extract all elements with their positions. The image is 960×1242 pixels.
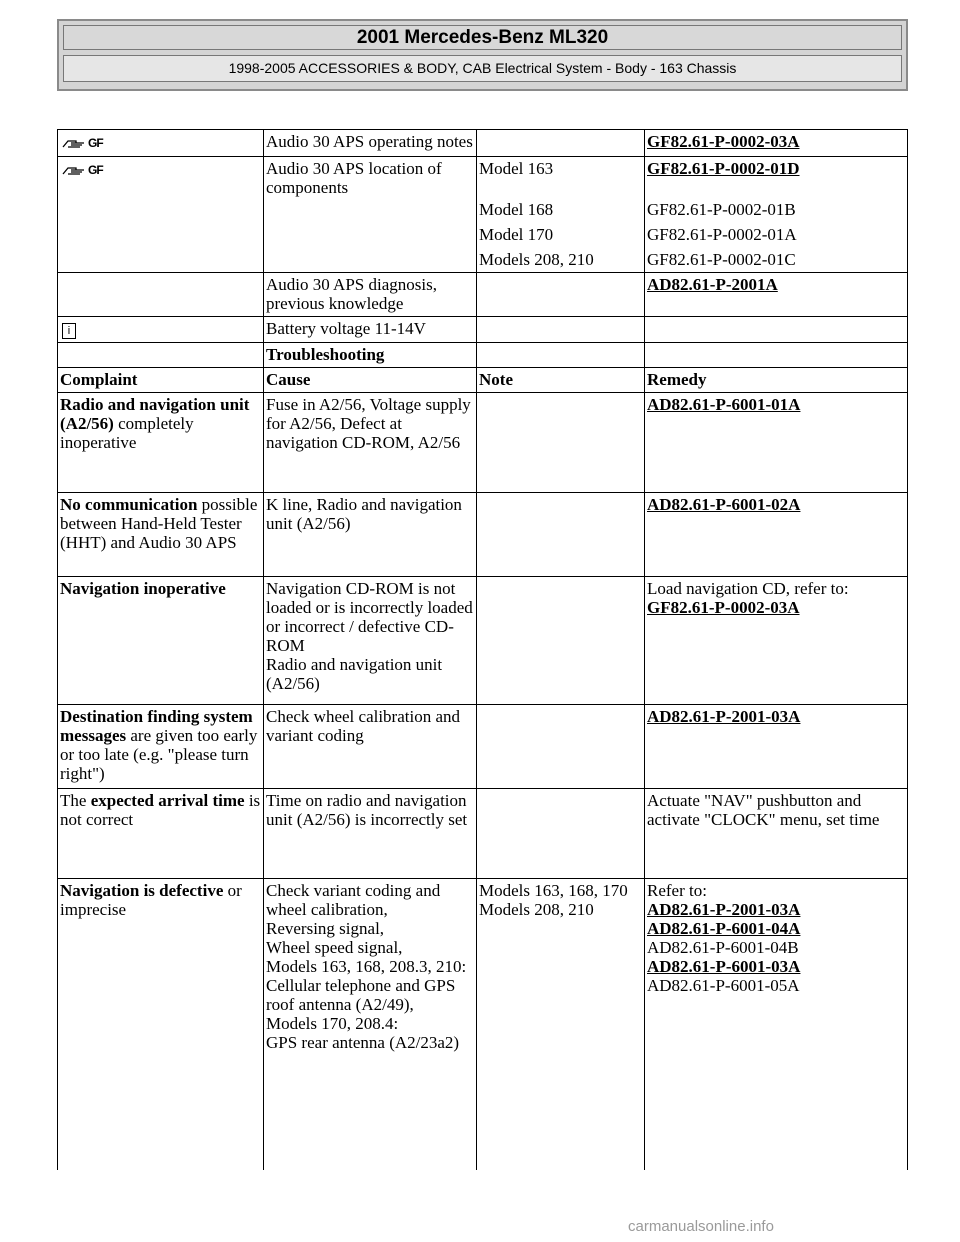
link-operating-notes[interactable]: GF82.61-P-0002-03A <box>647 132 800 151</box>
table-row: i Battery voltage 11-14V <box>58 317 908 343</box>
table-header-row <box>58 368 908 393</box>
table-row: Navigation inoperative Navigation CD-ROM is not loaded or is incorrectly loaded or incorrect / defective CD-ROM Radio and navigation unit (A2/56) Load navigation CD, refer to: GF82.61-P-0002-03A <box>58 577 908 705</box>
table-row: The expected arrival time is not correct Time on radio and navigation unit (A2/56) is incorrectly set Actuate "NAV" pushbutton and activate "CLOCK" menu, set time <box>58 789 908 879</box>
column-header-complaint: Complaint <box>58 368 264 393</box>
hand-pointer-gf-icon: GF <box>62 161 103 180</box>
link-remedy-wheel-calibration[interactable]: AD82.61-P-2001-03A <box>647 900 801 919</box>
link-remedy-load-cd[interactable]: GF82.61-P-0002-03A <box>647 598 800 617</box>
table-row: Audio 30 APS diagnosis, previous knowledge AD82.61-P-2001A <box>58 273 908 317</box>
link-diagnosis[interactable]: AD82.61-P-2001A <box>647 275 778 294</box>
column-header-note: Note <box>477 368 645 393</box>
hand-pointer-gf-icon: GF <box>62 134 103 153</box>
watermark-footer: carmanualsonline.info <box>628 1218 774 1235</box>
link-location-model-163[interactable]: GF82.61-P-0002-01D <box>647 159 800 178</box>
troubleshooting-table <box>57 129 908 1170</box>
document-header <box>57 19 908 91</box>
table-row <box>58 343 908 368</box>
info-icon: i <box>62 323 76 339</box>
table-row: GF Audio 30 APS location of components Model 163 Model 168 Model 170 Models 208, 210 GF82.61-P-0002-01D GF82.61-P-0002-01B GF82.61-P-0002-01A GF82.61-P-0002-01C <box>58 157 908 273</box>
table-row: Destination finding system messages are given too early or too late (e.g. "please turn right") Check wheel calibration and variant coding AD82.61-P-2001-03A <box>58 705 908 789</box>
link-remedy-reversing-signal[interactable]: AD82.61-P-6001-04A <box>647 919 801 938</box>
document-title: 2001 Mercedes-Benz ML320 <box>63 25 902 50</box>
table-row: Radio and navigation unit (A2/56) completely inoperative Fuse in A2/56, Voltage supply for A2/56, Defect at navigation CD-ROM, A2/56 AD82.61-P-6001-01A <box>58 393 908 493</box>
link-remedy-gps-antenna[interactable]: AD82.61-P-6001-03A <box>647 957 801 976</box>
column-header-remedy: Remedy <box>645 368 908 393</box>
link-remedy-inoperative[interactable]: AD82.61-P-6001-01A <box>647 395 801 414</box>
document-subtitle: 1998-2005 ACCESSORIES & BODY, CAB Electrical System - Body - 163 Chassis <box>63 55 902 82</box>
link-remedy-destination[interactable]: AD82.61-P-2001-03A <box>647 707 801 726</box>
table-row: No communication possible between Hand-Held Tester (HHT) and Audio 30 APS K line, Radio and navigation unit (A2/56) AD82.61-P-6001-02A <box>58 493 908 577</box>
section-title: Troubleshooting <box>264 343 477 368</box>
link-remedy-communication[interactable]: AD82.61-P-6001-02A <box>647 495 801 514</box>
column-header-cause: Cause <box>264 368 477 393</box>
table-row: Navigation is defective or imprecise Check variant coding and wheel calibration, Reversing signal, Wheel speed signal, Models 163, 168, 208.3, 210: Cellular telephone and GPS roof antenna (A2/49), Models 170, 208.4: GPS rear antenna (A2/23a2) Models 163, 168, 170 Models 208, 210 Refer to: AD82.61-P-2001-03A AD82.61-P-6001-04A AD82.61-P-6001-04B AD82.61-P-6001-03A AD82.61-P-6001-05A <box>58 879 908 1171</box>
table-row: GF Audio 30 APS operating notes GF82.61-P-0002-03A <box>58 130 908 157</box>
